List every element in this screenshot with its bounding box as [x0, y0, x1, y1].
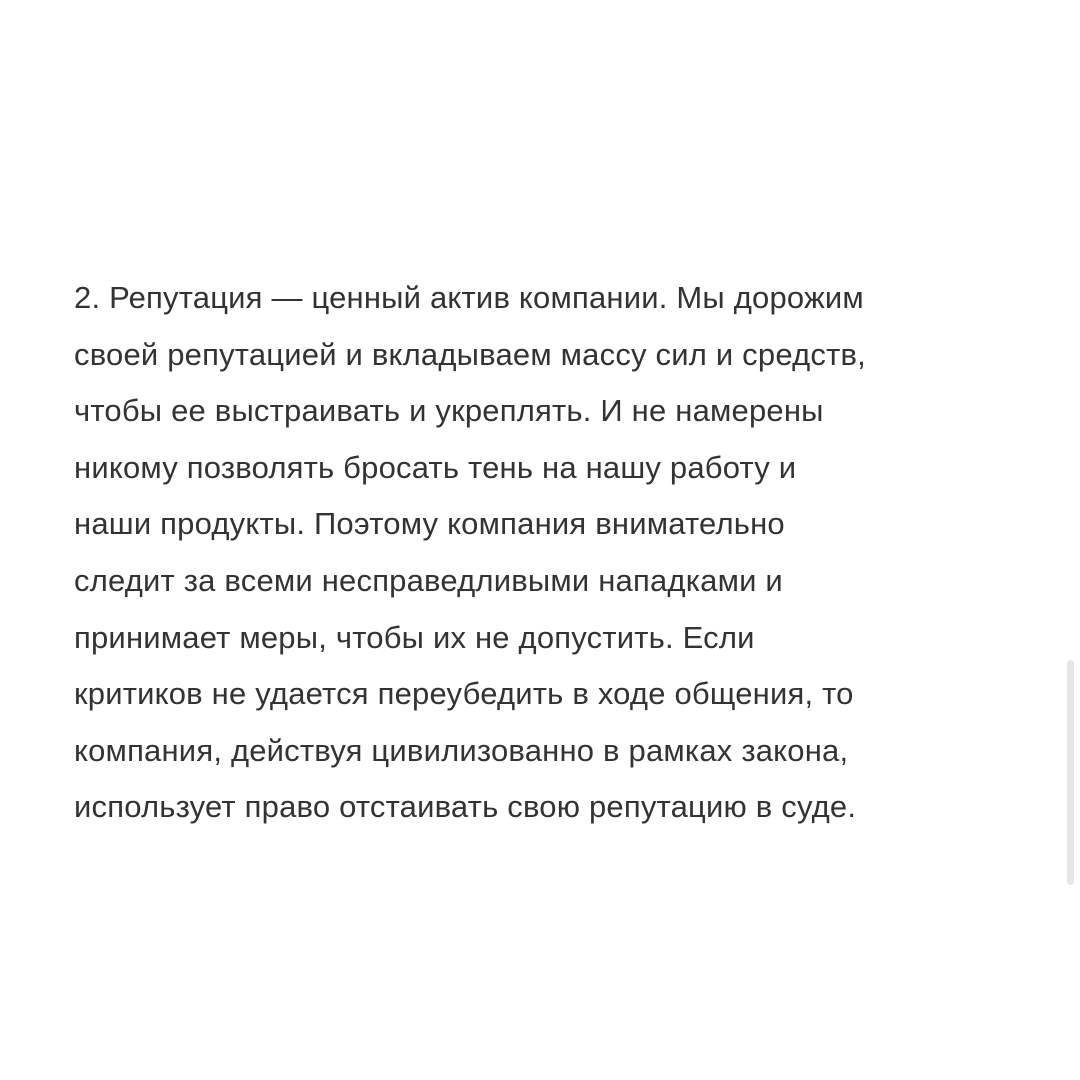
paragraph-line: компания, действуя цивилизованно в рамках закона, — [74, 732, 849, 768]
vertical-scrollbar[interactable] — [1067, 660, 1074, 885]
paragraph-line: никому позволять бросать тень на нашу работу и — [74, 449, 797, 485]
paragraph-line: чтобы ее выстраивать и укреплять. И не намерены — [74, 393, 824, 429]
paragraph-line: 2. Репутация — ценный актив компании. Мы дорожим — [74, 280, 864, 315]
paragraph-line: принимает меры, чтобы их не допустить. Если — [74, 619, 755, 655]
paragraph-line: использует право отстаивать свою репутацию в суде. — [74, 789, 857, 825]
paragraph-line: следит за всеми несправедливыми нападками и — [74, 562, 783, 598]
paragraph-line: наши продукты. Поэтому компания внимательно — [74, 506, 785, 542]
paragraph-line: своей репутацией и вкладываем массу сил и средств, — [74, 336, 866, 372]
paragraph-line: критиков не удается переубедить в ходе общения, то — [74, 676, 854, 712]
article-paragraph — [74, 270, 1034, 836]
